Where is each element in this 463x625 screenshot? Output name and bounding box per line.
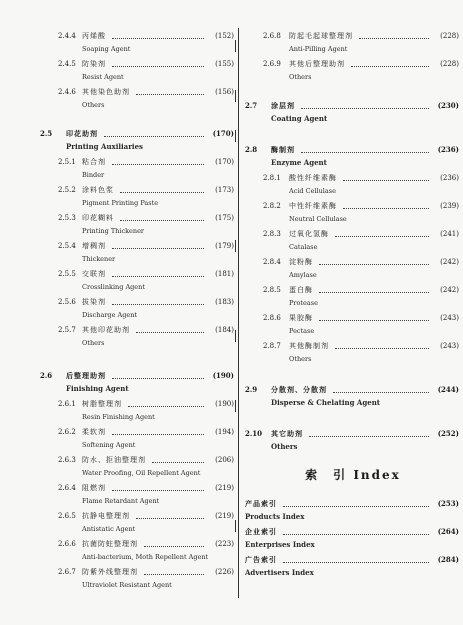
section-title-cn: 过氧化氢酶 <box>289 230 329 238</box>
section-title-en: Acid Cellulase <box>289 187 336 195</box>
section-number: 2.6.4 <box>58 484 76 492</box>
section-title-cn: 防紫外线整理剂 <box>82 568 138 576</box>
section-title-en: Resin Finishing Agent <box>82 413 155 421</box>
section-number: 2.6.1 <box>58 400 76 408</box>
toc-entry <box>0 240 238 263</box>
page-number: (236) <box>437 145 459 154</box>
toc-entry-line <box>243 498 463 510</box>
toc-entry <box>0 156 238 179</box>
leader-dots <box>112 422 204 435</box>
section-number: 2.5.6 <box>58 298 76 306</box>
section-number: 2.8.4 <box>263 258 281 266</box>
toc-entry-line <box>0 268 238 280</box>
toc-entry <box>0 398 238 421</box>
toc-entry <box>0 566 238 589</box>
page-number: (242) <box>440 286 459 294</box>
section-title-en: Softening Agent <box>82 441 136 449</box>
page-number: (190) <box>212 371 234 380</box>
section-title-en: Pigment Printing Paste <box>82 199 159 207</box>
section-title-en: Printing Thickener <box>82 227 145 235</box>
section-title-cn: 增稠剂 <box>82 242 106 250</box>
section-title-cn: 防染剂 <box>82 60 106 68</box>
toc-entry-line <box>0 240 238 252</box>
page-number: (264) <box>437 527 459 536</box>
toc-entry-line <box>0 58 238 70</box>
toc-entry <box>0 370 238 393</box>
page-number: (181) <box>215 270 234 278</box>
section-number: 2.7 <box>245 101 258 110</box>
leader-dots <box>335 224 429 237</box>
section-number: 2.8.3 <box>263 230 281 238</box>
section-title-cn: 丙烯酸 <box>82 32 106 40</box>
section-number: 2.8 <box>245 145 258 154</box>
toc-entry <box>0 128 238 151</box>
page-number: (223) <box>215 540 234 548</box>
leader-dots <box>120 208 204 221</box>
leader-dots <box>136 82 204 95</box>
toc-entry <box>0 184 238 207</box>
section-title-cn: 涂层剂 <box>271 101 295 110</box>
section-number: 2.6.8 <box>263 32 281 40</box>
toc-entry <box>243 100 463 123</box>
leader-dots <box>112 26 204 39</box>
section-number: 2.6.9 <box>263 60 281 68</box>
section-title-en: Ultraviolet Resistant Agent <box>82 581 172 589</box>
page-number: (243) <box>440 342 459 350</box>
section-title-cn: 广告索引 <box>245 555 277 564</box>
leader-dots <box>112 366 204 379</box>
section-title-en: Flame Retardant Agent <box>82 497 160 505</box>
leader-dots <box>144 562 204 575</box>
section-number: 2.6.2 <box>58 428 76 436</box>
toc-entry <box>243 144 463 167</box>
page-number: (236) <box>440 174 459 182</box>
page-number: (170) <box>215 158 234 166</box>
toc-entry <box>0 58 238 81</box>
toc-entry <box>0 454 238 477</box>
leader-dots <box>112 478 204 491</box>
section-title-cn: 粘合剂 <box>82 158 106 166</box>
toc-entry-line <box>243 384 463 396</box>
section-title-cn: 产品索引 <box>245 499 277 508</box>
section-title-cn: 其他后整理助剂 <box>289 60 345 68</box>
section-title-cn: 淀粉酶 <box>289 258 313 266</box>
toc-entry <box>243 384 463 407</box>
toc-entry-line <box>243 256 463 268</box>
page-number: (152) <box>215 32 234 40</box>
leader-dots <box>152 450 204 463</box>
section-title-cn: 交联剂 <box>82 270 106 278</box>
section-title-cn: 果胶酶 <box>289 314 313 322</box>
section-title-en: Protease <box>289 299 318 307</box>
toc-entry-line <box>0 454 238 466</box>
section-title-en: Enterprises Index <box>245 540 315 549</box>
leader-dots <box>120 180 204 193</box>
section-title-en: Amylase <box>289 271 317 279</box>
section-title-cn: 涂料色浆 <box>82 186 114 194</box>
toc-entry-line <box>0 86 238 98</box>
leader-dots <box>128 394 204 407</box>
leader-dots <box>319 280 429 293</box>
section-number: 2.4.6 <box>58 88 76 96</box>
toc-entry-line <box>243 428 463 440</box>
leader-dots <box>112 54 204 67</box>
leader-dots <box>359 26 429 39</box>
page-number: (252) <box>437 429 459 438</box>
page-number: (239) <box>440 202 459 210</box>
toc-entry-line <box>243 340 463 352</box>
section-title-en: Pectase <box>289 327 315 335</box>
section-number: 2.5.3 <box>58 214 76 222</box>
section-number: 2.6.7 <box>58 568 76 576</box>
section-title-en: Others <box>289 73 312 81</box>
toc-entry-line <box>0 128 238 140</box>
divider-tick <box>235 90 241 102</box>
section-title-cn: 后整理助剂 <box>66 371 106 380</box>
section-title-en: Products Index <box>245 512 305 521</box>
toc-entry <box>0 324 238 347</box>
toc-entry <box>243 340 463 363</box>
toc-entry <box>243 172 463 195</box>
section-title-cn: 酶制剂 <box>271 145 295 154</box>
section-title-en: Water Proofing, Oil Repellent Agent <box>82 469 201 477</box>
section-title-en: Crosslinking Agent <box>82 283 145 291</box>
page-number: (242) <box>440 258 459 266</box>
section-title-en: Disperse & Chelating Agent <box>271 398 381 407</box>
toc-entry <box>243 428 463 451</box>
page-number: (190) <box>215 400 234 408</box>
divider-tick <box>235 40 241 52</box>
section-title-en: Discharge Agent <box>82 311 138 319</box>
section-number: 2.8.1 <box>263 174 281 182</box>
toc-entry <box>0 30 238 53</box>
leader-dots <box>309 424 429 437</box>
column-divider <box>238 28 239 598</box>
toc-entry-line <box>0 482 238 494</box>
section-title-cn: 蛋白酶 <box>289 286 313 294</box>
divider-tick <box>235 330 241 342</box>
section-number: 2.6.5 <box>58 512 76 520</box>
section-title-en: Others <box>271 442 298 451</box>
page-number: (156) <box>215 88 234 96</box>
section-number: 2.5.4 <box>58 242 76 250</box>
toc-entry <box>0 296 238 319</box>
page-number: (173) <box>215 186 234 194</box>
page-number: (183) <box>215 298 234 306</box>
toc-entry-line <box>0 156 238 168</box>
toc-entry <box>0 538 238 561</box>
toc-entry-line <box>243 200 463 212</box>
section-title-en: Finishing Agent <box>66 384 129 393</box>
section-title-cn: 中性纤维素酶 <box>289 202 337 210</box>
page-number: (244) <box>437 385 459 394</box>
section-title-en: Resist Agent <box>82 73 124 81</box>
section-number: 2.4.4 <box>58 32 76 40</box>
section-number: 2.5 <box>40 129 53 138</box>
page-number: (219) <box>215 512 234 520</box>
toc-entry <box>0 212 238 235</box>
toc-entry <box>243 284 463 307</box>
leader-dots <box>335 336 429 349</box>
section-number: 2.5.1 <box>58 158 76 166</box>
section-number: 2.5.7 <box>58 326 76 334</box>
section-number: 2.6 <box>40 371 53 380</box>
toc-entry-line <box>243 58 463 70</box>
toc-entry-line <box>0 566 238 578</box>
toc-entry-line <box>243 30 463 42</box>
leader-dots <box>283 494 429 507</box>
section-title-en: Others <box>289 355 312 363</box>
toc-entry <box>0 86 238 109</box>
page-number: (179) <box>215 242 234 250</box>
page-number: (228) <box>440 32 459 40</box>
toc-entry-line <box>0 538 238 550</box>
section-title-en: Printing Auxiliaries <box>66 142 143 151</box>
toc-entry-line <box>243 100 463 112</box>
divider-tick <box>235 520 241 532</box>
page-number: (241) <box>440 230 459 238</box>
section-title-cn: 印花助剂 <box>66 129 98 138</box>
toc-entry-line <box>243 172 463 184</box>
leader-dots <box>301 96 429 109</box>
page-number: (228) <box>440 60 459 68</box>
section-title-en: Anti-bacterium, Moth Repellent Agent <box>82 553 209 561</box>
section-title-en: Catalase <box>289 243 318 251</box>
toc-entry-line <box>0 398 238 410</box>
toc-entry <box>0 426 238 449</box>
section-title-cn: 阻燃剂 <box>82 484 106 492</box>
leader-dots <box>144 534 204 547</box>
page-number: (175) <box>215 214 234 222</box>
leader-dots <box>136 320 204 333</box>
page-number: (194) <box>215 428 234 436</box>
leader-dots <box>112 236 204 249</box>
section-title-cn: 树脂整理剂 <box>82 400 122 408</box>
divider-tick <box>235 130 241 142</box>
leader-dots <box>343 196 429 209</box>
section-title-en: Coating Agent <box>271 114 328 123</box>
section-number: 2.10 <box>245 429 263 438</box>
page-number: (206) <box>215 456 234 464</box>
page-number: (226) <box>215 568 234 576</box>
section-title-cn: 防水、拒油整理剂 <box>82 456 146 464</box>
index-entry <box>243 554 463 577</box>
section-number: 2.8.6 <box>263 314 281 322</box>
toc-entry-line <box>0 296 238 308</box>
section-number: 2.6.6 <box>58 540 76 548</box>
page-number: (219) <box>215 484 234 492</box>
toc-entry-line <box>243 312 463 324</box>
section-number: 2.6.3 <box>58 456 76 464</box>
section-number: 2.9 <box>245 385 258 394</box>
section-number: 2.5.5 <box>58 270 76 278</box>
leader-dots <box>343 168 429 181</box>
section-number: 2.8.7 <box>263 342 281 350</box>
section-title-en: Soaping Agent <box>82 45 131 53</box>
section-title-en: Neutral Cellulase <box>289 215 347 223</box>
section-title-cn: 印花糊料 <box>82 214 114 222</box>
leader-dots <box>112 264 204 277</box>
section-number: 2.4.5 <box>58 60 76 68</box>
page-number: (230) <box>437 101 459 110</box>
section-title-en: Antistatic Agent <box>82 525 136 533</box>
section-title-en: Others <box>82 101 105 109</box>
leader-dots <box>333 380 429 393</box>
page-number: (243) <box>440 314 459 322</box>
toc-entry <box>243 228 463 251</box>
leader-dots <box>319 252 429 265</box>
toc-entry <box>0 482 238 505</box>
toc-entry <box>0 510 238 533</box>
leader-dots <box>136 506 204 519</box>
leader-dots <box>351 54 429 67</box>
toc-entry-line <box>0 184 238 196</box>
section-title-en: Thickener <box>82 255 116 263</box>
page-number: (155) <box>215 60 234 68</box>
toc-entry-line <box>0 370 238 382</box>
section-title-cn: 柔软剂 <box>82 428 106 436</box>
toc-entry <box>243 58 463 81</box>
leader-dots <box>283 522 429 535</box>
section-title-en: Anti-Pilling Agent <box>289 45 348 53</box>
page-number: (253) <box>437 499 459 508</box>
toc-entry-line <box>0 30 238 42</box>
toc-entry <box>243 312 463 335</box>
section-title-cn: 拔染剂 <box>82 298 106 306</box>
leader-dots <box>112 292 204 305</box>
toc-entry <box>243 30 463 53</box>
toc-entry-line <box>243 144 463 156</box>
section-title-cn: 抗菌防蛀整理剂 <box>82 540 138 548</box>
toc-entry-line <box>243 284 463 296</box>
section-title-cn: 其他染色助剂 <box>82 88 130 96</box>
section-title-cn: 抗静电整理剂 <box>82 512 130 520</box>
index-entry <box>243 526 463 549</box>
toc-entry-line <box>243 526 463 538</box>
leader-dots <box>112 152 204 165</box>
section-title-en: Advertisers Index <box>245 568 314 577</box>
index-heading: 索 引 Index <box>305 468 401 482</box>
page-number: (284) <box>437 555 459 564</box>
toc-entry-line <box>0 426 238 438</box>
section-title-cn: 企业索引 <box>245 527 277 536</box>
toc-entry <box>243 256 463 279</box>
page-number: (170) <box>212 129 234 138</box>
toc-entry-line <box>243 228 463 240</box>
toc-entry-line <box>0 212 238 224</box>
toc-entry <box>243 200 463 223</box>
section-title-cn: 其他酶制剂 <box>289 342 329 350</box>
section-title-en: Binder <box>82 171 105 179</box>
section-number: 2.8.2 <box>263 202 281 210</box>
leader-dots <box>283 550 429 563</box>
section-number: 2.8.5 <box>263 286 281 294</box>
page-number: (184) <box>215 326 234 334</box>
toc-entry <box>0 268 238 291</box>
index-entry <box>243 498 463 521</box>
section-title-en: Enzyme Agent <box>271 158 327 167</box>
leader-dots <box>319 308 429 321</box>
section-number: 2.5.2 <box>58 186 76 194</box>
leader-dots <box>301 140 429 153</box>
section-title-cn: 其它助剂 <box>271 429 303 438</box>
section-title-en: Others <box>82 339 105 347</box>
divider-tick <box>235 400 241 412</box>
section-title-cn: 防起毛起球整理剂 <box>289 32 353 40</box>
toc-entry-line <box>0 510 238 522</box>
section-title-cn: 其他印花助剂 <box>82 326 130 334</box>
divider-tick <box>235 240 241 252</box>
toc-entry-line <box>0 324 238 336</box>
leader-dots <box>104 124 204 137</box>
section-title-cn: 分散剂、分散剂 <box>271 385 327 394</box>
toc-entry-line <box>243 554 463 566</box>
section-title-cn: 酸性纤维素酶 <box>289 174 337 182</box>
